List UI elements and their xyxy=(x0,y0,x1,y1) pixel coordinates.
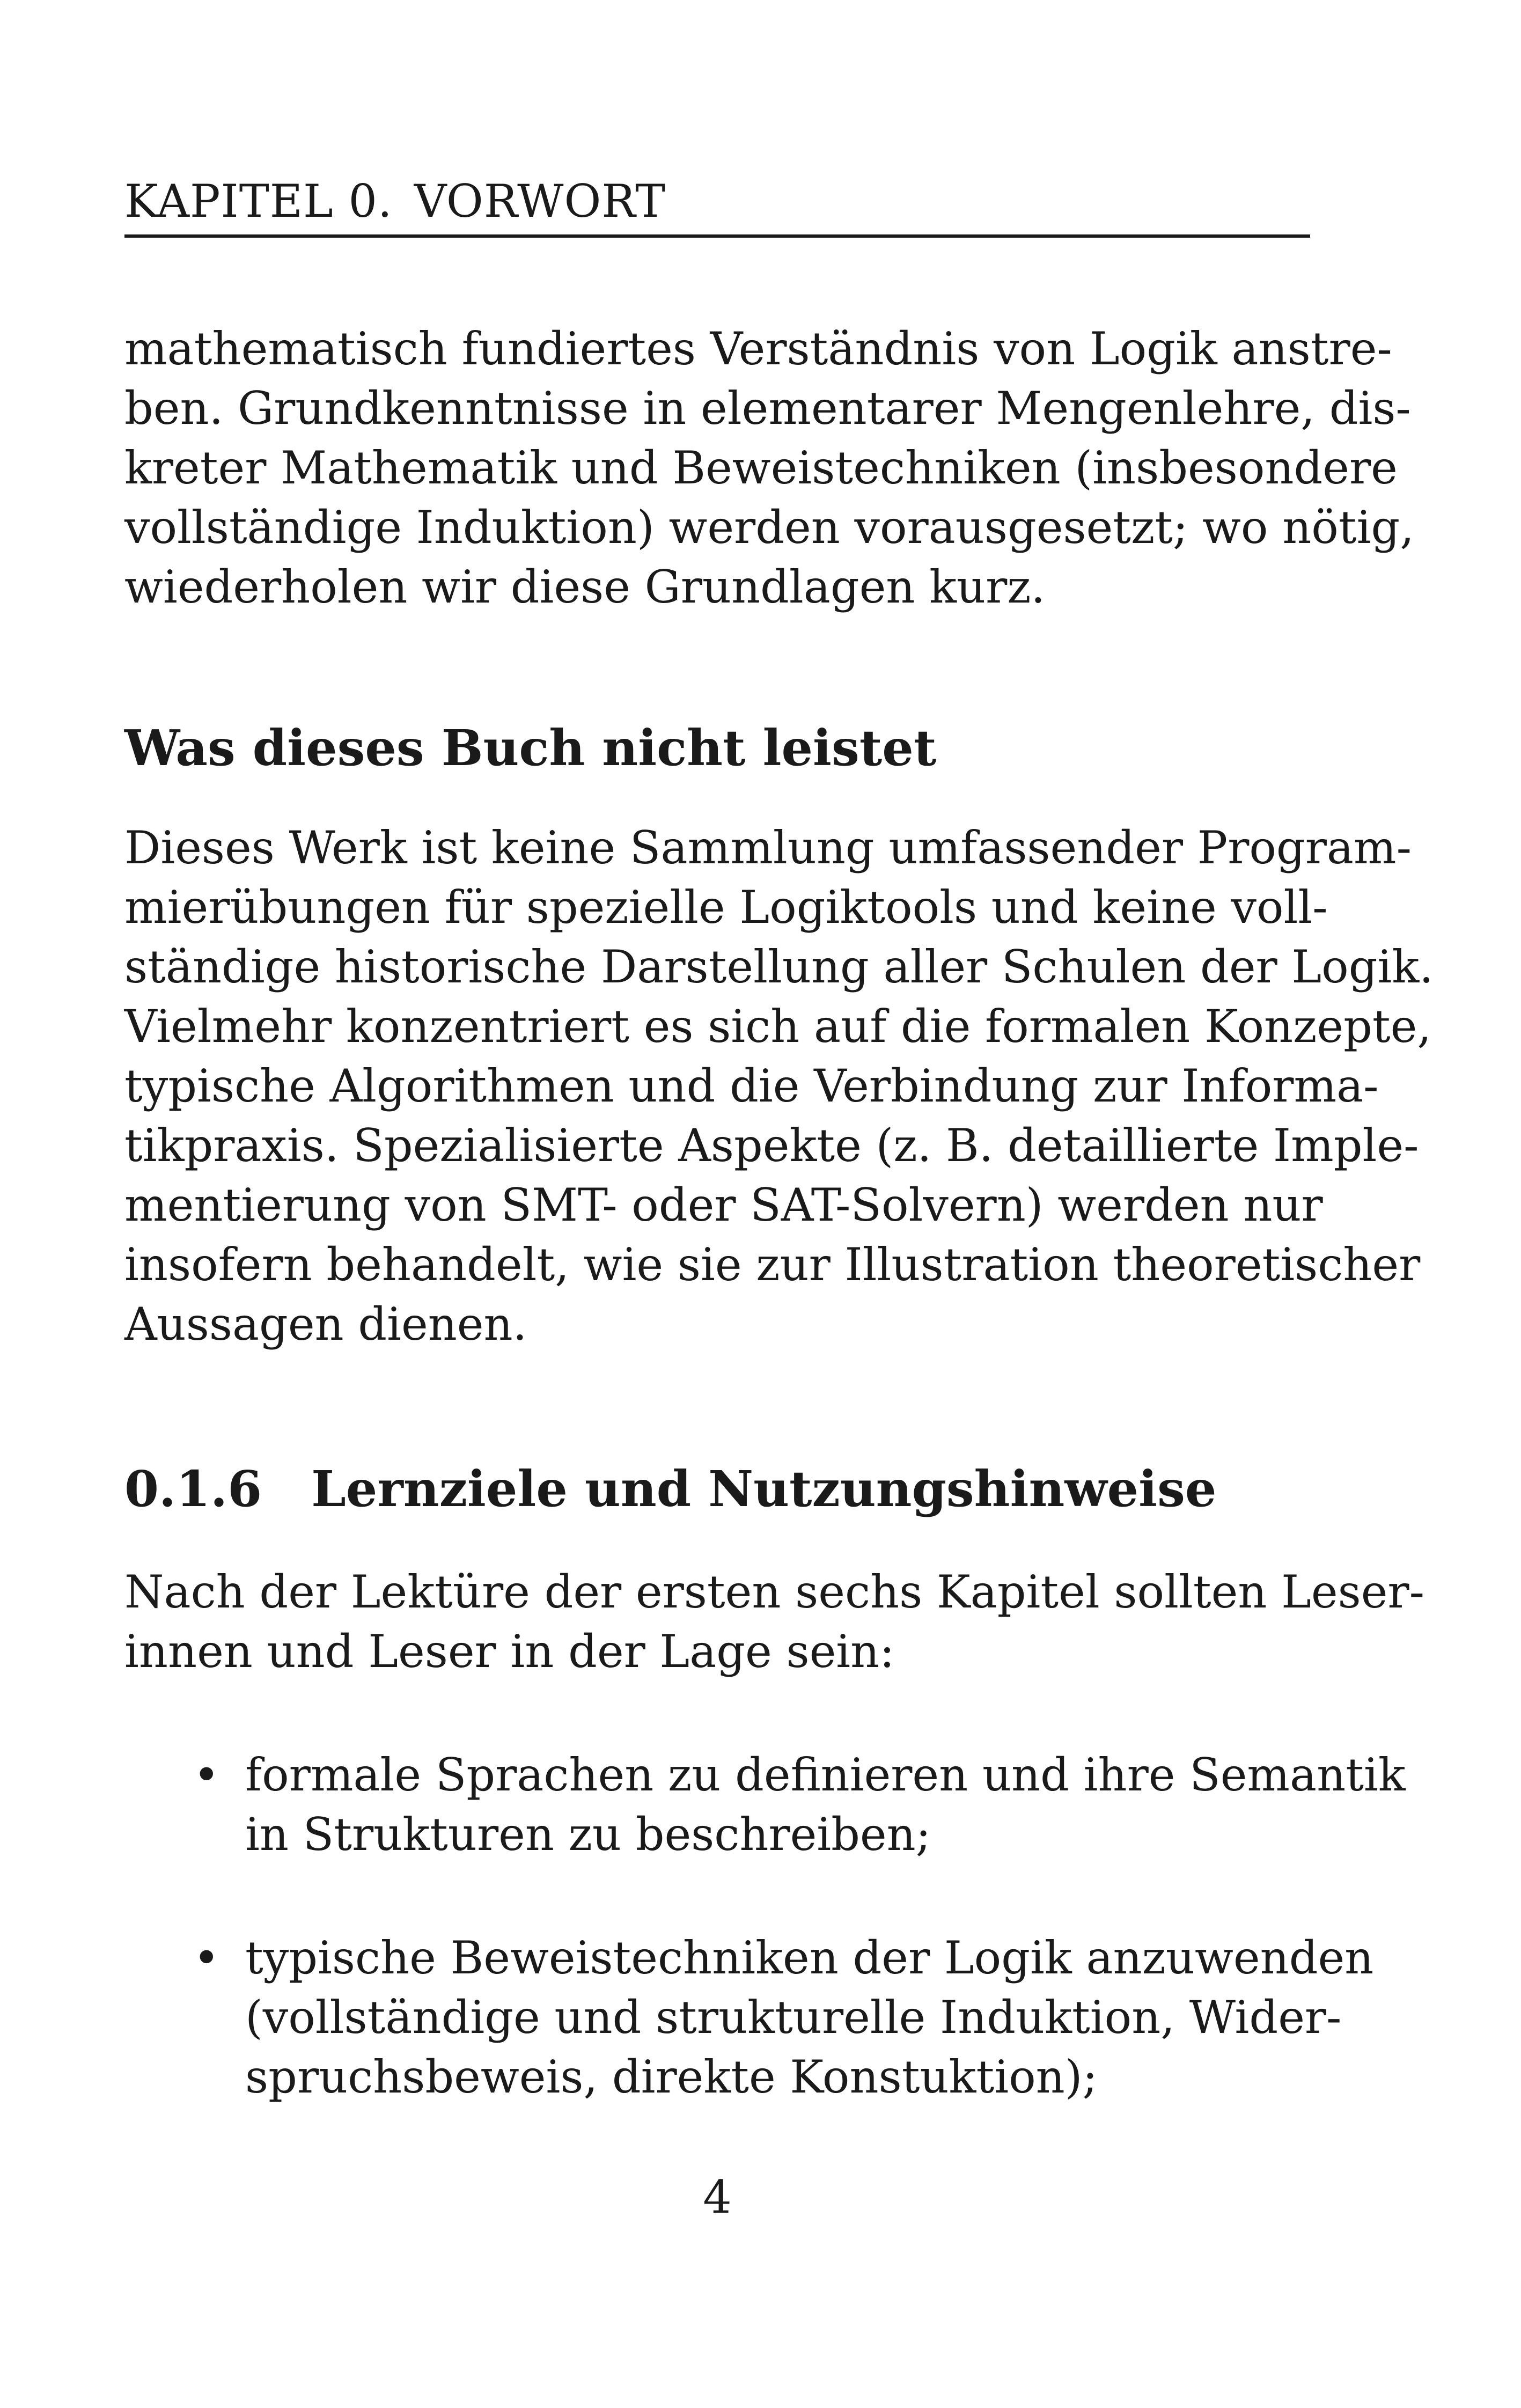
paragraph-line: insofern behandelt, wie sie zur Illustration theoretischer xyxy=(124,1238,1421,1291)
paragraph-line: Aussagen dienen. xyxy=(124,1298,527,1350)
running-head-chapter: KAPITEL 0. xyxy=(124,175,393,227)
paragraph-line: innen und Leser in der Lage sein: xyxy=(124,1625,895,1678)
paragraph-line: ben. Grundkenntnisse in elementarer Mengenlehre, dis- xyxy=(124,382,1411,435)
paragraph-line: typische Algorithmen und die Verbindung zur Informa- xyxy=(124,1060,1379,1112)
paragraph-line: tikpraxis. Spezialisierte Aspekte (z. B. detaillierte Imple- xyxy=(124,1119,1419,1172)
paragraph-line: Dieses Werk ist keine Sammlung umfassender Program- xyxy=(124,821,1412,874)
header-rule xyxy=(124,234,1310,238)
paragraph-line: mierübungen für spezielle Logiktools und keine voll- xyxy=(124,881,1328,934)
paragraph-line: mentierung von SMT- oder SAT-Solvern) werden nur xyxy=(124,1179,1323,1231)
section-heading-not-covered: Was dieses Buch nicht leistet xyxy=(124,719,937,777)
section-heading-goals xyxy=(124,1457,1216,1521)
bullet-icon: • xyxy=(193,1932,220,1984)
list-item-line: formale Sprachen zu definieren und ihre Semantik xyxy=(245,1749,1406,1801)
page-number: 4 xyxy=(703,2171,732,2223)
paragraph-line: wiederholen wir diese Grundlagen kurz. xyxy=(124,561,1046,613)
paragraph-line: kreter Mathematik und Beweistechniken (insbesondere xyxy=(124,442,1398,494)
paragraph-line: vollständige Induktion) werden vorausgesetzt; wo nötig, xyxy=(124,501,1414,554)
paragraph-line: Nach der Lektüre der ersten sechs Kapitel sollten Leser- xyxy=(124,1566,1424,1618)
paragraph-line: mathematisch fundiertes Verständnis von Logik anstre- xyxy=(124,322,1392,375)
list-item-line: spruchsbeweis, direkte Konstuktion); xyxy=(245,2051,1098,2103)
paragraph-line: Vielmehr konzentriert es sich auf die formalen Konzepte, xyxy=(124,1000,1432,1053)
section-title: Lernziele und Nutzungshinweise xyxy=(311,1460,1217,1518)
book-page xyxy=(124,0,1434,2408)
list-item-line: in Strukturen zu beschreiben; xyxy=(245,1808,931,1861)
list-item-line: (vollständige und strukturelle Induktion, Wider- xyxy=(245,1991,1342,2044)
section-number: 0.1.6 xyxy=(124,1460,262,1518)
list-item-line: typische Beweistechniken der Logik anzuwenden xyxy=(245,1932,1374,1984)
running-head xyxy=(124,174,1310,228)
bullet-icon: • xyxy=(193,1749,220,1801)
running-head-title: VORWORT xyxy=(414,175,666,227)
paragraph-line: ständige historische Darstellung aller Schulen der Logik. xyxy=(124,941,1434,993)
